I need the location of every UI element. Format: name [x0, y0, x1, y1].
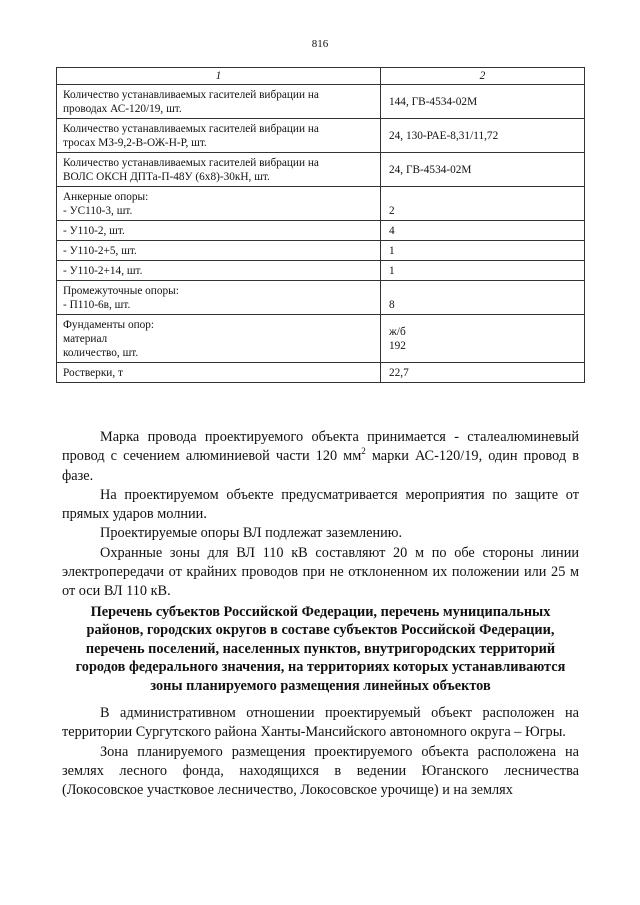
table-cell-label: [57, 241, 381, 261]
table-cell-value: [381, 187, 585, 221]
table-cell-value-line: 1: [389, 265, 395, 277]
table-cell-label-line: - П110-6в, шт.: [63, 299, 131, 311]
paragraph-wire-text-end: марки АС-120/19, один провод в фазе.: [62, 448, 579, 484]
table-cell-value: [381, 281, 585, 315]
table-cell-label: [57, 281, 381, 315]
table-row: [57, 187, 585, 221]
table-cell-label-line: Анкерные опоры:: [63, 191, 149, 203]
table-cell-label: [57, 363, 381, 383]
table-cell-label-line: ВОЛС ОКСН ДПТа-П-48У (6х8)-30кН, шт.: [63, 171, 270, 183]
table-cell-label-line: Количество устанавливаемых гасителей вибрации на: [63, 123, 319, 135]
section-heading: Перечень субъектов Российской Федерации, перечень муниципальных районов, городских округов в составе субъектов Российской Федерации, перечень поселений, населенных пунктов, внутригородских территорий городов федерального значения, на территориях которых устанавливаются зоны планируемого размещения линейных объектов: [75, 604, 566, 694]
paragraph-placement-zone: Зона планируемого размещения проектируемого объекта расположена на землях лесного фонда, находящихся в ведении Юганского лесничества (Локосовское участковое лесничество, Локосовское урочище) и на землях: [62, 743, 579, 799]
table-cell-label-line: Фундаменты опор:: [63, 319, 155, 331]
paragraph-lightning: На проектируемом объекте предусматривается мероприятия по защите от прямых ударов молнии.: [62, 486, 579, 523]
table-row: [57, 315, 585, 363]
table-row: [57, 261, 585, 281]
table-header-col-1: 1: [57, 68, 381, 85]
table-cell-value: [381, 363, 585, 383]
table-cell-value-line: 144, ГВ-4534-02М: [389, 96, 478, 108]
table-cell-value: [381, 221, 585, 241]
table-cell-label: [57, 119, 381, 153]
paragraph-wire-text: Марка провода проектируемого объекта принимается - сталеалюминевый провод с сечением алюминиевой части 120 мм: [62, 429, 579, 465]
table-cell-label: [57, 315, 381, 363]
table-cell-label-line: - У110-2+5, шт.: [63, 245, 137, 257]
table-cell-label-line: Промежуточные опоры:: [63, 285, 179, 297]
table-cell-label: [57, 153, 381, 187]
paragraph-protection-zones: Охранные зоны для ВЛ 110 кВ составляют 20 м по обе стороны линии электропередачи от крайних проводов при не отклоненном их положении или 25 м от оси ВЛ 110 кВ.: [62, 544, 579, 600]
table-cell-value: [381, 153, 585, 187]
table-cell-value-line: 24, ГВ-4534-02М: [389, 164, 472, 176]
table-cell-value-line: 4: [389, 225, 395, 237]
paragraph-grounding: Проектируемые опоры ВЛ подлежат заземлению.: [100, 525, 403, 542]
table-row: [57, 363, 585, 383]
table-cell-label-line: тросах МЗ-9,2-В-ОЖ-Н-Р, шт.: [63, 137, 207, 149]
table-cell-value-line: ж/б: [389, 326, 406, 338]
table-cell-label-line: Ростверки, т: [63, 367, 123, 379]
table-cell-value-line: 192: [389, 340, 406, 352]
table-cell-label: [57, 187, 381, 221]
table-cell-label-line: Количество устанавливаемых гасителей вибрации на: [63, 89, 319, 101]
table-cell-label: [57, 261, 381, 281]
table-row: [57, 119, 585, 153]
table-cell-value-line: 24, 130-РАЕ-8,31/11,72: [389, 130, 499, 142]
paragraph-administrative: В административном отношении проектируемый объект расположен на территории Сургутского района Ханты-Мансийского автономного округа – Югры.: [62, 705, 579, 741]
table-cell-value-line: 2: [389, 205, 395, 217]
table-cell-value: [381, 315, 585, 363]
table-row: [57, 153, 585, 187]
table-row: [57, 221, 585, 241]
table-cell-value: [381, 85, 585, 119]
table-header-col-2: 2: [381, 68, 585, 85]
specification-table: [56, 67, 585, 383]
superscript-2: 2: [361, 446, 366, 457]
table-cell-value: [381, 119, 585, 153]
table-cell-value-line: 22,7: [389, 367, 409, 379]
table-cell-label: [57, 85, 381, 119]
table-body: [57, 85, 585, 383]
table-row: [57, 241, 585, 261]
page-number: 816: [311, 38, 329, 50]
text-block-bottom: [62, 704, 579, 800]
table-cell-value-line: 1: [389, 245, 395, 257]
table-row: [57, 85, 585, 119]
table-cell-value-line: 8: [389, 299, 395, 311]
table-header-row: [57, 68, 585, 85]
paragraph-wire: [62, 428, 579, 486]
table-cell-label-line: - У110-2+14, шт.: [63, 265, 143, 277]
table-row: [57, 281, 585, 315]
table-cell-label-line: материал: [63, 333, 108, 345]
table-cell-label-line: проводах АС-120/19, шт.: [63, 103, 182, 115]
table-cell-label: [57, 221, 381, 241]
table-cell-label-line: - УС110-3, шт.: [63, 205, 133, 217]
table-cell-value: [381, 261, 585, 281]
table-cell-label-line: Количество устанавливаемых гасителей вибрации на: [63, 157, 319, 169]
table-cell-label-line: - У110-2, шт.: [63, 225, 125, 237]
table-cell-value: [381, 241, 585, 261]
table-cell-label-line: количество, шт.: [63, 347, 139, 359]
text-block-top: [62, 428, 579, 602]
